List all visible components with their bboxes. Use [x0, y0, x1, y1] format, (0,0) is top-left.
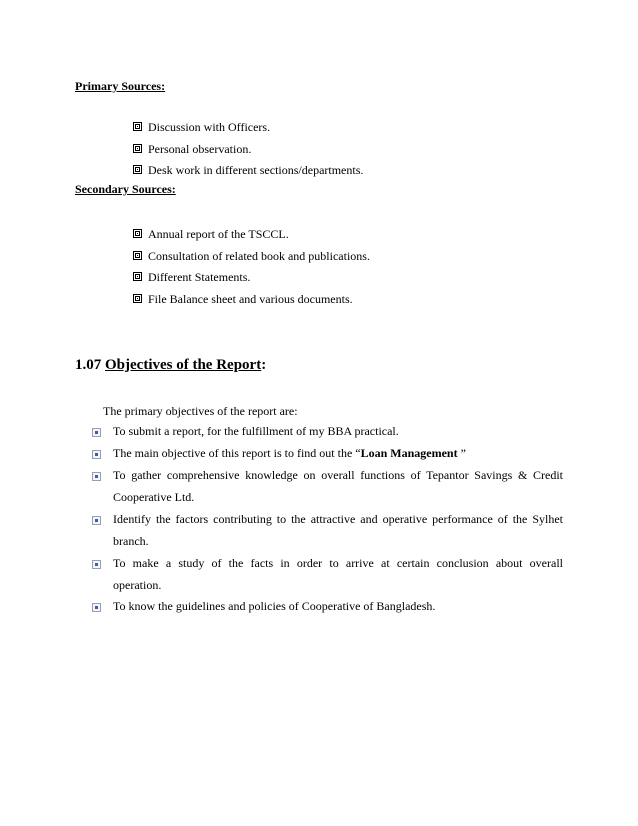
bullet-icon: [92, 560, 101, 569]
list-item: Different Statements.: [148, 270, 251, 284]
list-item-continuation: branch.: [113, 534, 149, 548]
list-item: Personal observation.: [148, 142, 252, 156]
list-item: Consultation of related book and publications.: [148, 249, 370, 263]
square-bullet-icon: [133, 122, 142, 131]
square-bullet-icon: [133, 272, 142, 281]
list-item-continuation: Cooperative Ltd.: [113, 490, 195, 504]
list-item: To gather comprehensive knowledge on overall functions of Tepantor Savings & Credit: [113, 468, 563, 482]
list-item: To know the guidelines and policies of Cooperative of Bangladesh.: [113, 599, 436, 613]
square-bullet-icon: [133, 229, 142, 238]
square-bullet-icon: [133, 294, 142, 303]
square-bullet-icon: [133, 144, 142, 153]
list-item: Discussion with Officers.: [148, 120, 271, 134]
bullet-icon: [92, 450, 101, 459]
bullet-icon: [92, 472, 101, 481]
square-bullet-icon: [133, 165, 142, 174]
list-item: Desk work in different sections/departments.: [148, 163, 364, 177]
secondary-sources-heading: Secondary Sources:: [75, 182, 176, 196]
bullet-icon: [92, 516, 101, 525]
section-heading: 1.07 Objectives of the Report:: [75, 357, 267, 373]
list-item: To submit a report, for the fulfillment of my BBA practical.: [113, 424, 399, 438]
bullet-icon: [92, 428, 101, 437]
square-bullet-icon: [133, 251, 142, 260]
list-item: Annual report of the TSCCL.: [148, 227, 289, 241]
bullet-icon: [92, 603, 101, 612]
list-item: Identify the factors contributing to the attractive and operative performance of the Sylhet: [113, 512, 563, 526]
list-item: File Balance sheet and various documents.: [148, 292, 353, 306]
list-item: The main objective of this report is to find out the “Loan Management ”: [113, 446, 466, 460]
list-item: To make a study of the facts in order to arrive at certain conclusion about overall: [113, 556, 563, 570]
list-item-continuation: operation.: [113, 578, 162, 592]
objectives-intro: The primary objectives of the report are:: [103, 404, 298, 418]
primary-sources-heading: Primary Sources:: [75, 79, 166, 93]
